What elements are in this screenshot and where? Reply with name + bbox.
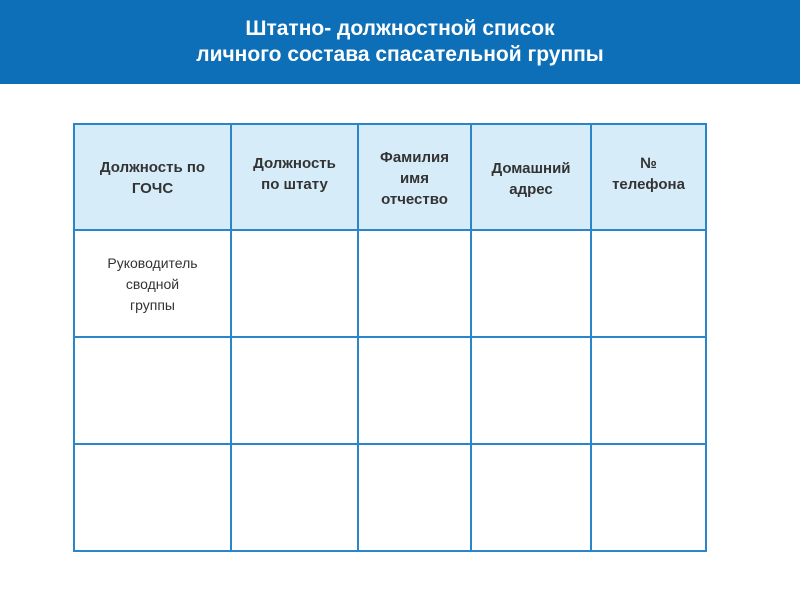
table-cell[interactable] bbox=[358, 337, 471, 444]
table-cell[interactable] bbox=[471, 444, 591, 551]
title-banner bbox=[0, 0, 800, 84]
table-cell[interactable] bbox=[591, 337, 706, 444]
table-cell[interactable] bbox=[358, 444, 471, 551]
column-header-staff-position bbox=[231, 124, 358, 230]
cell-text bbox=[472, 445, 590, 467]
cell-text bbox=[359, 231, 470, 253]
table-row bbox=[74, 230, 706, 337]
table-cell[interactable] bbox=[74, 337, 231, 444]
table-cell[interactable] bbox=[231, 230, 358, 337]
cell-text bbox=[232, 338, 357, 360]
page-title-line-1: Штатно- должностной список bbox=[245, 17, 555, 40]
cell-text bbox=[359, 445, 470, 467]
table-cell[interactable] bbox=[358, 230, 471, 337]
cell-text bbox=[592, 338, 705, 360]
column-header-full-name bbox=[358, 124, 471, 230]
cell-text bbox=[472, 338, 590, 360]
table-cell[interactable] bbox=[471, 230, 591, 337]
table-cell[interactable] bbox=[74, 230, 231, 337]
table-cell[interactable] bbox=[591, 230, 706, 337]
cell-text bbox=[75, 445, 230, 467]
column-header-label: Домашний адрес bbox=[491, 160, 571, 198]
column-header-label: Фамилия имя отчество bbox=[380, 149, 449, 208]
column-header-gochs-position bbox=[74, 124, 231, 230]
table-cell[interactable] bbox=[74, 444, 231, 551]
cell-text bbox=[359, 338, 470, 360]
column-header-phone-number bbox=[591, 124, 706, 230]
column-header-label: Должность по штату bbox=[253, 155, 336, 193]
cell-text bbox=[592, 231, 705, 253]
column-header-label: № телефона bbox=[612, 155, 685, 193]
cell-text bbox=[232, 231, 357, 253]
cell-text bbox=[472, 231, 590, 253]
cell-text bbox=[75, 338, 230, 360]
table-cell[interactable] bbox=[231, 444, 358, 551]
table-header-row bbox=[74, 124, 706, 230]
cell-text bbox=[232, 445, 357, 467]
column-header-home-address bbox=[471, 124, 591, 230]
page-title-line-2: личного состава спасательной группы bbox=[196, 43, 604, 66]
cell-text bbox=[592, 445, 705, 467]
cell-text: Руководитель сводной группы bbox=[107, 255, 198, 313]
table-cell[interactable] bbox=[471, 337, 591, 444]
table-cell[interactable] bbox=[231, 337, 358, 444]
table-cell[interactable] bbox=[591, 444, 706, 551]
staff-list-table bbox=[73, 123, 707, 552]
column-header-label: Должность по ГОЧС bbox=[99, 159, 206, 197]
table-row bbox=[74, 444, 706, 551]
table-row bbox=[74, 337, 706, 444]
